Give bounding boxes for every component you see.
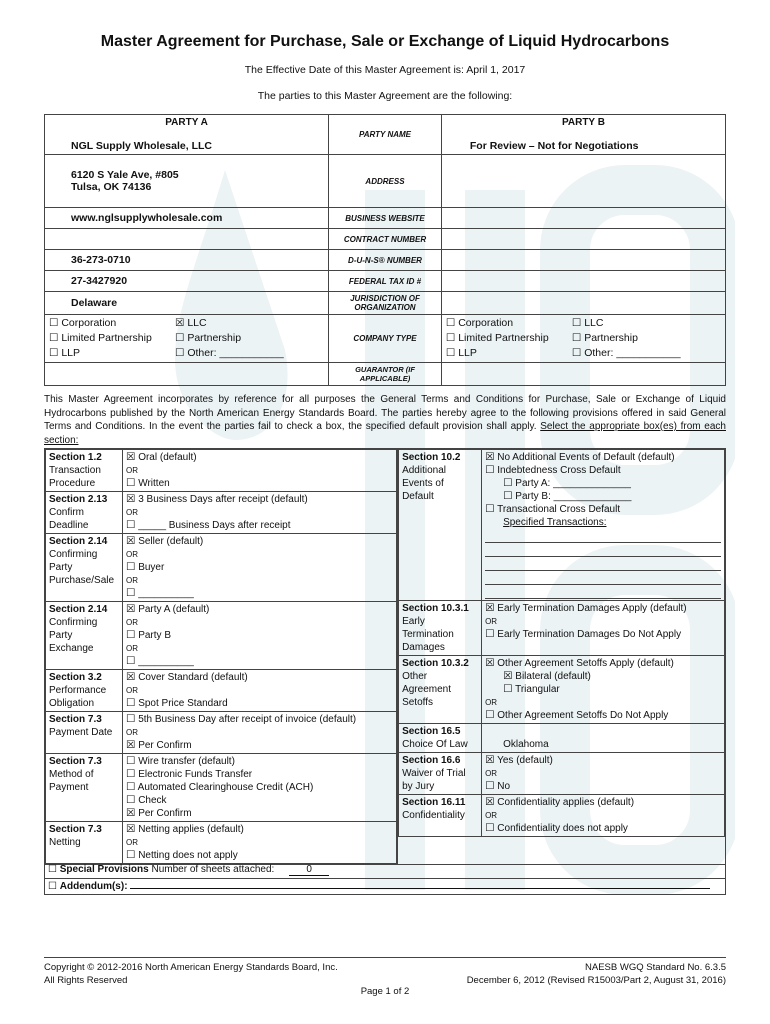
option-checkbox[interactable]: ☐ [485,628,495,640]
or-separator: OR [485,769,498,778]
option-checkbox[interactable]: ☒ [485,796,495,808]
label-address: ADDRESS [329,155,442,208]
specified-transactions-line[interactable] [485,571,721,585]
option-line [485,738,721,751]
option-checkbox[interactable]: ☐ [126,477,136,489]
section-row [399,601,725,656]
option-checkbox[interactable]: ☐ [485,780,495,792]
footer-standard: NAESB WGQ Standard No. 6.3.5 [585,962,726,973]
section-row [399,795,725,837]
label-duns: D-U-N-S® NUMBER [329,250,442,271]
or-separator: OR [126,576,138,585]
or-separator: OR [126,618,138,627]
section-title: Waiver of Trial by Jury [402,768,466,792]
party-b-type-other[interactable]: ☐ Other: ___________ [571,347,681,359]
section-options [482,795,725,837]
option-checkbox[interactable]: ☐ [126,697,136,709]
intro-instruction: Select the appropriate box(es) from each section: [44,421,726,446]
option-label: Bilateral (default) [515,671,591,682]
option-label: _____ Business Days after receipt [138,520,291,531]
or-separator: OR [485,698,498,707]
section-row [46,492,397,534]
special-provisions-text: Number of sheets attached: [151,864,275,875]
option-checkbox[interactable]: ☒ [126,535,136,547]
option-line [485,451,721,464]
option-line [126,755,393,768]
label-tax-id: FEDERAL TAX ID # [329,271,442,292]
option-checkbox[interactable]: ☐ [503,477,513,489]
option-checkbox[interactable]: ☐ [126,849,136,861]
section-title: Transaction Procedure [49,465,101,489]
or-separator: OR [126,466,138,475]
option-checkbox[interactable]: ☒ [485,754,495,766]
option-line [126,768,393,781]
option-label: No [497,781,511,792]
option-checkbox[interactable]: ☒ [126,807,136,819]
section-options [123,534,397,602]
label-company-type: COMPANY TYPE [329,315,442,363]
section-number: Section 16.11 [402,797,466,808]
option-checkbox[interactable]: ☒ [485,451,495,463]
section-label [399,601,482,656]
addendum-label: Addendum(s): [59,881,128,892]
option-label: Yes (default) [497,755,553,766]
or-separator: OR [126,550,138,559]
option-label: Oklahoma [503,739,549,750]
right-sections [398,449,726,865]
section-options [482,724,725,753]
option-checkbox[interactable]: ☒ [126,739,136,751]
option-label: Netting does not apply [138,850,238,861]
option-line [485,628,721,641]
option-line [485,516,721,529]
section-number: Section 2.13 [49,494,108,505]
option-label: 3 Business Days after receipt (default) [138,494,308,505]
section-number: Section 7.3 [49,824,102,835]
or-separator: OR [126,838,138,847]
option-checkbox[interactable]: ☒ [126,671,136,683]
option-label: Party B [138,630,171,641]
parties-line: The parties to this Master Agreement are the following: [257,90,513,102]
section-row [399,450,725,601]
section-label [399,795,482,837]
option-checkbox[interactable]: ☐ [126,587,136,599]
option-line [485,670,721,683]
option-checkbox[interactable]: ☐ [485,503,495,515]
option-line [126,451,393,464]
section-title: Confidentiality [402,810,465,821]
section-number: Section 2.14 [49,604,108,615]
party-b-type-llc[interactable]: ☐ LLC [571,317,604,329]
option-line [126,519,393,532]
section-options [123,712,397,754]
option-checkbox[interactable]: ☐ [126,794,136,806]
option-line [485,709,721,722]
option-checkbox[interactable]: ☒ [126,493,136,505]
option-label: No Additional Events of Default (default) [497,452,675,463]
section-number: Section 3.2 [49,672,102,683]
option-checkbox[interactable]: ☐ [485,709,495,721]
option-checkbox[interactable]: ☒ [485,602,495,614]
party-a-website[interactable]: www.nglsupplywholesale.com [45,208,329,229]
section-label [399,753,482,795]
footer-copyright: Copyright © 2012-2016 North American Energy Standards Board, Inc. [44,962,338,973]
party-a-type-limited-partnership[interactable]: ☐ Limited Partnership [49,332,152,344]
party-a-tax-id[interactable]: 27-3427920 [45,271,329,292]
option-checkbox[interactable]: ☒ [126,823,136,835]
section-number: Section 10.2 [402,452,461,463]
section-label [46,534,123,602]
section-title: Confirming Party Purchase/Sale [49,549,115,586]
section-label [46,670,123,712]
section-number: Section 1.2 [49,452,102,463]
party-a-type-other[interactable]: ☐ Other: ___________ [175,347,284,359]
specified-transactions-line[interactable] [485,529,721,543]
option-label: Per Confirm [138,808,192,819]
party-b-type-llp[interactable]: ☐ LLP [445,347,477,359]
option-checkbox[interactable]: ☐ [503,683,513,695]
option-checkbox[interactable]: ☐ [126,713,136,725]
left-sections [45,449,398,865]
party-b-tax-id[interactable] [441,271,725,292]
page-title: Master Agreement for Purchase, Sale or Exchange of Liquid Hydrocarbons [100,33,670,50]
option-line [126,739,393,752]
section-title: Early Termination Damages [402,616,454,653]
section-title: Choice Of Law [402,739,468,750]
option-label: Per Confirm [138,740,192,751]
party-a-header: PARTY A [165,117,208,128]
section-number: Section 16.5 [402,726,461,737]
footer-page-number: Page 1 of 2 [360,986,410,997]
section-title: Payment Date [49,727,113,738]
option-label: Electronic Funds Transfer [138,769,253,780]
or-separator: OR [126,686,138,695]
section-options [482,753,725,795]
option-label: Check [138,795,167,806]
option-line [126,655,393,668]
option-label: Early Termination Damages Apply (default) [497,603,687,614]
option-label: Automated Clearinghouse Credit (ACH) [137,782,314,793]
option-label: 5th Business Day after receipt of invoice (default) [138,714,357,725]
section-number: Section 7.3 [49,756,102,767]
option-checkbox[interactable]: ☒ [485,657,495,669]
option-line [126,629,393,642]
party-a-name[interactable]: NGL Supply Wholesale, LLC [71,140,212,152]
footer-rights: All Rights Reserved [44,975,128,986]
section-number: Section 10.3.2 [402,658,469,669]
intro-paragraph: This Master Agreement incorporates by reference for all purposes the General Terms and Conditions for Purchase, Sale or Exchange of Liquid Hydrocarbons published by the North American Energy Standards Board. The parties hereby agree to the following provisions offered in said General Terms and Conditions. In the event the parties fail to check a box, the specified default provision shall apply. Select the appropriate box(es) from each section: [44,394,726,446]
label-website: BUSINESS WEBSITE [329,208,442,229]
option-line [126,697,393,710]
party-b-type-limited-partnership[interactable]: ☐ Limited Partnership [445,332,549,344]
section-row [399,753,725,795]
option-line [126,781,393,794]
section-row [46,534,397,602]
option-label: Party A: ______________ [515,478,631,489]
party-a-duns[interactable]: 36-273-0710 [45,250,329,271]
option-line [126,603,393,616]
option-checkbox[interactable]: ☐ [485,822,495,834]
option-label: __________ [138,656,194,667]
section-row [399,724,725,753]
section-label [46,602,123,670]
option-label: Specified Transactions: [503,517,607,528]
section-options [123,450,397,492]
special-provisions [44,862,726,895]
option-label: Confidentiality does not apply [497,823,628,834]
option-line [485,464,721,477]
section-label [46,822,123,864]
option-line [126,849,393,862]
option-label: Cover Standard (default) [138,672,248,683]
option-line [126,713,393,726]
section-title: Performance Obligation [49,685,107,709]
party-b-website[interactable] [441,208,725,229]
party-b-address[interactable] [441,155,725,208]
section-number: Section 10.3.1 [402,603,469,614]
section-row [399,656,725,724]
party-a-type-partnership[interactable]: ☐ Partnership [175,332,242,344]
section-label [46,450,123,492]
section-options [123,822,397,864]
label-party-name: PARTY NAME [329,115,442,155]
option-label: Transactional Cross Default [497,504,621,515]
section-label [46,492,123,534]
option-label: Buyer [138,562,165,573]
option-label: Seller (default) [138,536,204,547]
section-options [123,754,397,822]
section-options [123,492,397,534]
option-label: Party B: ______________ [515,491,632,502]
section-number: Section 7.3 [49,714,102,725]
special-provisions-sheets[interactable]: 0 [289,864,329,876]
option-line [485,780,721,793]
option-line [485,754,721,767]
special-provisions-checkbox[interactable]: ☐ [48,864,57,875]
party-a-company-type [45,315,329,363]
option-checkbox[interactable]: ☐ [126,768,136,780]
specified-transactions-line[interactable] [485,557,721,571]
option-checkbox[interactable]: ☐ [126,519,136,531]
section-label [46,754,123,822]
party-b-company-type [441,315,725,363]
option-checkbox[interactable]: ☐ [126,755,136,767]
sections-table [44,448,726,865]
option-checkbox[interactable]: ☒ [126,451,136,463]
section-options [482,601,725,656]
option-line [485,657,721,670]
option-line [126,535,393,548]
section-title: Additional Events of Default [402,465,446,502]
section-row [46,712,397,754]
option-label: Other Agreement Setoffs Apply (default) [497,658,674,669]
party-b-header: PARTY B [561,117,605,128]
section-title: Netting [49,837,81,848]
or-separator: OR [126,728,138,737]
option-line [485,503,721,516]
option-label: Triangular [515,684,560,695]
option-label: Early Termination Damages Do Not Apply [497,629,682,640]
specified-transactions-line[interactable] [485,585,721,599]
or-separator: OR [485,617,498,626]
section-title: Confirm Deadline [49,507,89,531]
section-title: Confirming Party Exchange [49,617,98,654]
section-options [482,450,725,601]
option-label: Spot Price Standard [138,698,228,709]
option-line [485,477,721,490]
option-line [485,796,721,809]
option-checkbox[interactable]: ☐ [485,464,495,476]
option-label: Party A (default) [138,604,210,615]
option-line [126,671,393,684]
option-label: Wire transfer (default) [138,756,235,767]
parties-table [44,114,726,386]
option-checkbox[interactable]: ☐ [126,561,136,573]
section-row [46,670,397,712]
party-a-contract-number[interactable] [45,229,329,250]
party-b-name[interactable]: For Review – Not for Negotiations [469,140,639,152]
specified-transactions-line[interactable] [485,543,721,557]
section-row [46,754,397,822]
section-row [46,822,397,864]
section-options [123,670,397,712]
option-checkbox[interactable]: ☐ [126,629,136,641]
option-line [126,823,393,836]
option-checkbox[interactable]: ☐ [126,655,136,667]
option-label: Indebtedness Cross Default [497,465,621,476]
party-a-type-llp[interactable]: ☐ LLP [49,347,81,359]
option-line [126,807,393,820]
label-guarantor: GUARANTOR (IF APPLICABLE) [329,363,442,386]
effective-date-line: The Effective Date of this Master Agreement is: April 1, 2017 [244,64,526,76]
option-label: Oral (default) [138,452,197,463]
footer-divider [44,957,726,958]
party-b-type-corporation[interactable]: ☐ Corporation [445,317,514,329]
section-options [482,656,725,724]
option-label: __________ [138,588,194,599]
option-line [485,822,721,835]
option-checkbox[interactable]: ☐ [126,781,136,793]
addendum-checkbox[interactable]: ☐ [48,881,57,892]
option-line [485,683,721,696]
option-checkbox[interactable]: ☒ [503,670,513,682]
option-checkbox[interactable]: ☐ [503,490,513,502]
section-label [399,656,482,724]
party-a-jurisdiction[interactable]: Delaware [45,292,329,315]
section-row [46,450,397,492]
option-line [485,725,721,738]
option-checkbox[interactable]: ☒ [126,603,136,615]
addendum-field[interactable] [130,888,710,889]
section-options [123,602,397,670]
option-line [126,794,393,807]
section-row [46,602,397,670]
option-label: Confidentiality applies (default) [497,797,635,808]
section-title: Other Agreement Setoffs [402,671,451,708]
option-label: Netting applies (default) [138,824,244,835]
party-b-contract-number[interactable] [441,229,725,250]
section-label [399,450,482,601]
option-label: Written [138,478,170,489]
section-number: Section 2.14 [49,536,108,547]
party-a-guarantor[interactable] [45,363,329,386]
option-line [485,602,721,615]
option-line [126,493,393,506]
section-label [46,712,123,754]
option-line [126,561,393,574]
party-b-duns[interactable] [441,250,725,271]
label-jurisdiction: JURISDICTION OF ORGANIZATION [329,292,442,315]
party-a-type-llc[interactable]: ☒ LLC [175,317,207,329]
option-label: Other Agreement Setoffs Do Not Apply [497,710,669,721]
or-separator: OR [126,508,138,517]
section-label [399,724,482,753]
option-line [126,477,393,490]
label-contract-number: CONTRACT NUMBER [329,229,442,250]
party-a-type-corporation[interactable]: ☐ Corporation [49,317,117,329]
option-line [485,490,721,503]
or-separator: OR [485,811,498,820]
party-b-type-partnership[interactable]: ☐ Partnership [571,332,638,344]
option-line [126,587,393,600]
or-separator: OR [126,644,138,653]
footer-date: December 6, 2012 (Revised R15003/Part 2, August 31, 2016) [466,975,726,986]
special-provisions-label: Special Provisions [59,864,149,875]
party-a-address[interactable]: 6120 S Yale Ave, #805 Tulsa, OK 74136 [45,155,329,208]
section-title: Method of Payment [49,769,94,793]
party-b-guarantor[interactable] [441,363,725,386]
party-b-jurisdiction[interactable] [441,292,725,315]
section-number: Section 16.6 [402,755,461,766]
